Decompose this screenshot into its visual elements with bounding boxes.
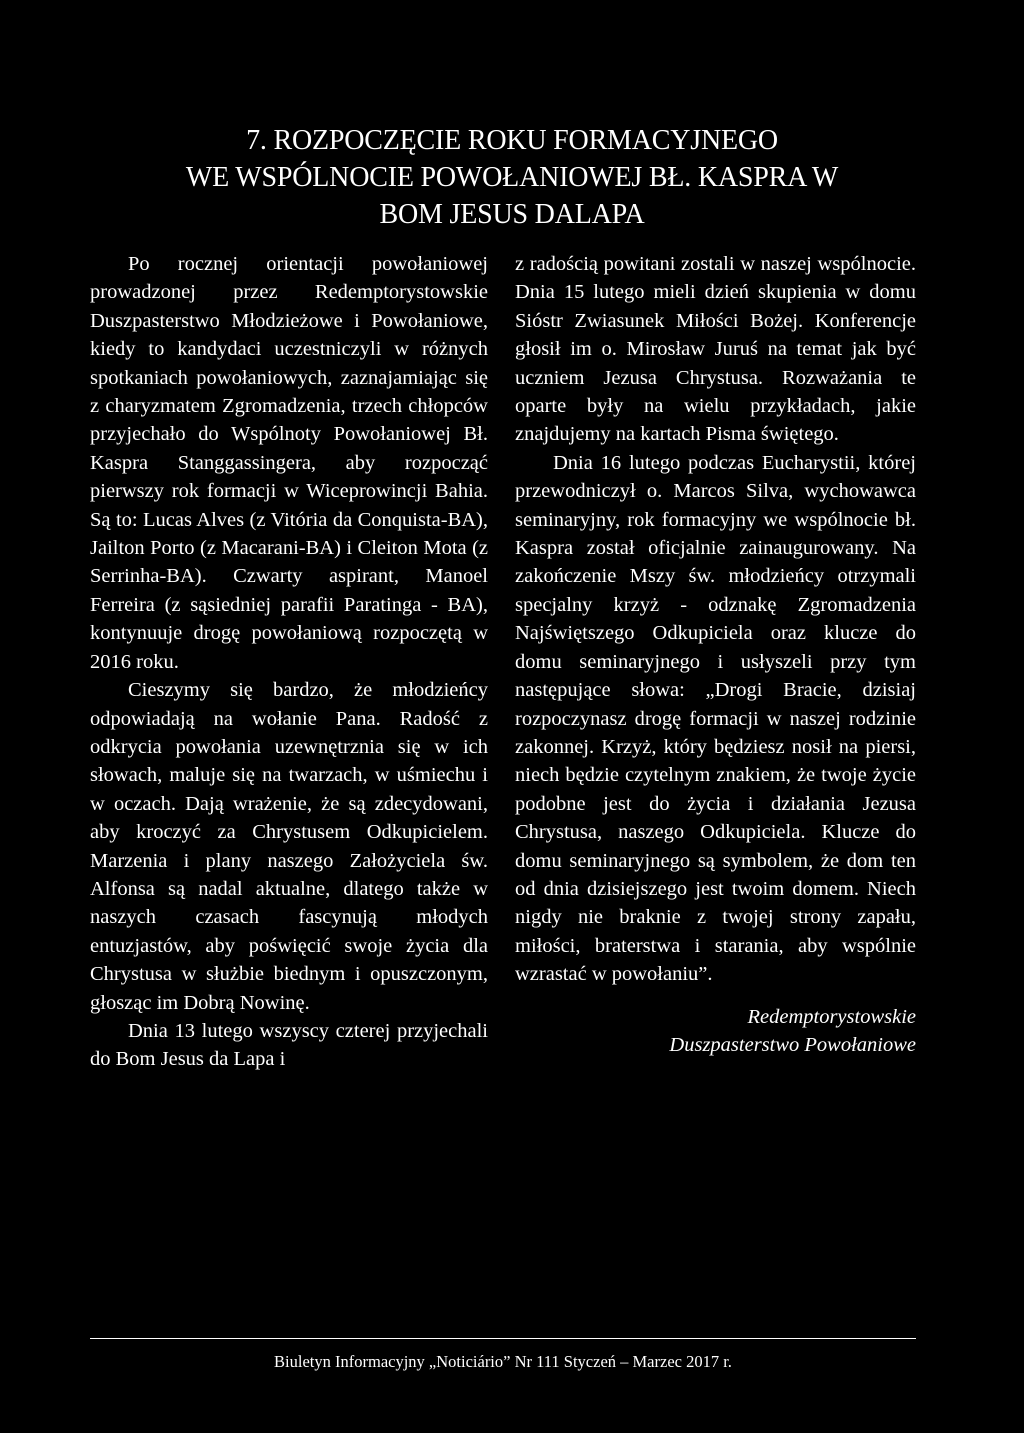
article-title <box>60 122 964 233</box>
signature-line: Redemptorystowskie <box>747 1005 916 1028</box>
signature-line: Duszpasterstwo Powołaniowe <box>669 1033 916 1056</box>
right-column <box>515 250 916 1059</box>
signature <box>515 1003 916 1060</box>
footer-divider <box>90 1338 916 1339</box>
paragraph: z radością powitani zostali w naszej wspólnocie. Dnia 15 lutego mieli dzień skupienia w domu Sióstr Zwiasunek Miłości Bożej. Konferencje głosił im o. Mirosław Juruś na temat jak być uczniem Jezusa Chrystusa. Rozważania te oparte były na wielu przykładach, jakie znajdujemy na kartach Pisma świętego. <box>515 253 916 446</box>
paragraph: Dnia 16 lutego podczas Eucharystii, której przewodniczył o. Marcos Silva, wychowawca seminaryjny, rok formacyjny we wspólnocie bł. Kaspra został oficjalnie zainaugurowany. Na zakończenie Mszy św. młodzieńcy otrzymali specjalny krzyż - odznakę Zgromadzenia Najświętszego Odkupiciela oraz klucze do domu seminaryjnego i usłyszeli przy tym następujące słowa: „Drogi Bracie, dzisiaj rozpoczynasz drogę formacji w naszej rodzinie zakonnej. Krzyż, który będziesz nosił na piersi, niech będzie czytelnym znakiem, że twoje życie podobne jest do życia i działania Jezusa Chrystusa, naszego Odkupiciela. Klucze do domu seminaryjnego są symbolem, że dom ten od dnia dzisiejszego jest twoim domem. Niech nigdy nie braknie z twojej strony zapału, miłości, braterstwa i starania, aby wspólnie wzrastać w powołaniu”. <box>515 451 916 986</box>
paragraph: Cieszymy się bardzo, że młodzieńcy odpowiadają na wołanie Pana. Radość z odkrycia powołania uzewnętrznia się w ich słowach, maluje się na twarzach, w uśmiechu i w oczach. Dają wrażenie, że są zdecydowani, aby kroczyć za Chrystusem Odkupicielem. Marzenia i plany naszego Założyciela św. Alfonsa są nadal aktualne, dlatego także w naszych czasach fascynują młodych entuzjastów, aby poświęcić swoje życia dla Chrystusa w służbie biednym i opuszczonym, głosząc im Dobrą Nowinę. <box>90 679 488 1014</box>
article-title-line: WE WSPÓLNOCIE POWOŁANIOWEJ BŁ. KASPRA W <box>185 162 839 193</box>
article-title-line: 7. ROZPOCZĘCIE ROKU FORMACYJNEGO <box>246 125 778 156</box>
left-column <box>90 250 488 1074</box>
footer-text: Biuletyn Informacyjny „Noticiário” Nr 111 Styczeń – Marzec 2017 r. <box>274 1352 732 1371</box>
paragraph: Po rocznej orientacji powołaniowej prowadzonej przez Redemptorystowskie Duszpasterstwo Młodzieżowe i Powołaniowe, kiedy to kandydaci uczestniczyli w różnych spotkaniach powołaniowych, zaznajamiając się z charyzmatem Zgromadzenia, trzech chłopców przyjechało do Wspólnoty Powołaniowej Bł. Kaspra Stanggassingera, aby rozpocząć pierwszy rok formacji w Wiceprowincji Bahia. Są to: Lucas Alves (z Vitória da Conquista-BA), Jailton Porto (z Macarani-BA) i Cleiton Mota (z Serrinha-BA). Czwarty aspirant, Manoel Ferreira (z sąsiedniej parafii Paratinga - BA), kontynuuje drogę powołaniową rozpoczętą w 2016 roku. <box>90 253 488 673</box>
paragraph: Dnia 13 lutego wszyscy czterej przyjechali do Bom Jesus da Lapa i <box>90 1019 488 1071</box>
article-title-line: BOM JESUS DALAPA <box>379 199 645 230</box>
